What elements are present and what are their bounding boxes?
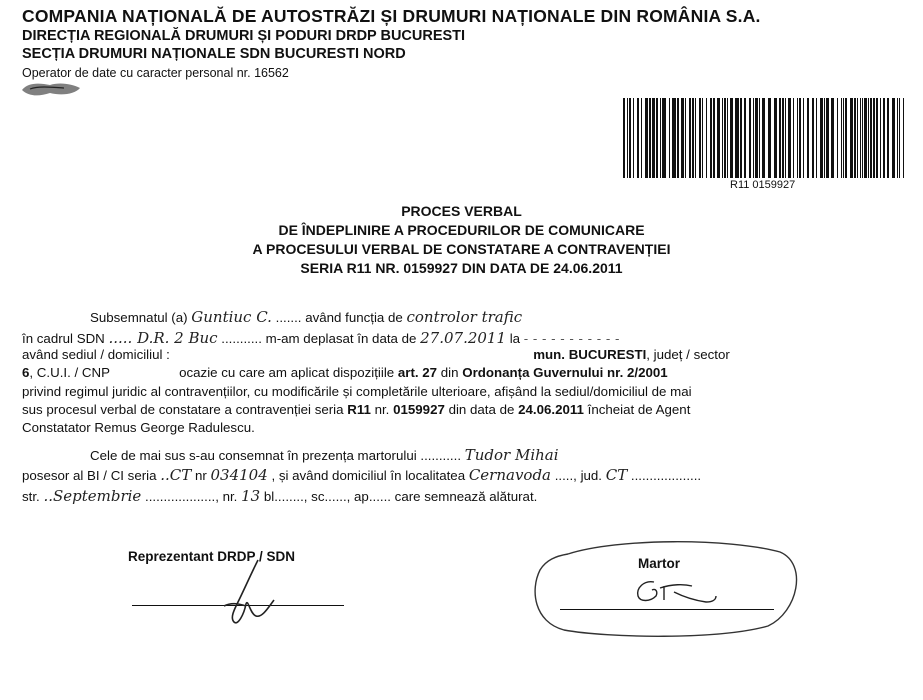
label-str: str.	[22, 489, 40, 504]
label-nr-bi: nr	[194, 468, 207, 483]
body-line-8	[90, 446, 559, 464]
label-sediul: având sediul / domiciliul :	[22, 347, 170, 362]
label-ocazie: ocazie cu care am aplicat dispozițiile	[179, 365, 395, 380]
dots-martor: ...........	[420, 448, 462, 463]
document-subtitle-2: A PROCESULUI VERBAL DE CONSTATARE A CONTRAVENȚIEI	[252, 241, 671, 257]
report-date: 24.06.2011	[518, 402, 584, 417]
road-section: SECȚIA DRUMURI NAȚIONALE SDN BUCURESTI NORD	[22, 46, 406, 62]
dots-jud: ...................	[630, 468, 702, 483]
handwritten-id-series: ..CT	[160, 466, 192, 484]
handwritten-sdn: ..... D.R. 2 Buc	[108, 329, 218, 347]
ink-smudge	[20, 80, 82, 98]
label-posesor: posesor al BI / CI seria	[22, 468, 157, 483]
barcode	[623, 98, 905, 180]
handwritten-agent-name: Guntiuc C.	[191, 308, 272, 326]
document-title: PROCES VERBAL	[401, 203, 522, 219]
label-jud: ....., jud.	[554, 468, 603, 483]
label-la: la	[509, 331, 521, 346]
handwritten-id-number: 034104	[210, 466, 268, 484]
handwritten-locality: Cernavoda	[468, 466, 551, 484]
representative-signature	[210, 558, 280, 628]
label-din: din	[440, 365, 459, 380]
witness-signature-line	[560, 609, 774, 610]
operator-note: Operator de date cu caracter personal nr. 16562	[22, 66, 289, 80]
label-nr-str: ..................., nr.	[145, 489, 238, 504]
series-code: R11	[347, 402, 371, 417]
body-line-3	[22, 347, 730, 362]
label-in-cadrul: în cadrul SDN	[22, 331, 105, 346]
label-subsemnatul: Subsemnatul (a)	[90, 310, 188, 325]
report-number: 0159927	[393, 402, 445, 417]
body-line-5: privind regimul juridic al contravențiilor, cu modificările și completările ulterioare, afișând la sediul/domiciliul de mai	[22, 384, 692, 399]
regional-direction: DIRECȚIA REGIONALĂ DRUMURI ȘI PODURI DRDP BUCURESTI	[22, 28, 466, 44]
handwritten-street: ..Septembrie	[43, 487, 142, 505]
body-line-4	[22, 365, 668, 380]
label-functia: ....... având funcția de	[275, 310, 403, 325]
body-line-9	[22, 466, 701, 484]
document-series: SERIA R11 NR. 0159927 DIN DATA DE 24.06.2011	[300, 260, 623, 276]
label-din-data: din data de	[448, 402, 515, 417]
handwritten-county: CT	[605, 466, 628, 484]
body-line-2	[22, 329, 620, 347]
label-cui: , C.U.I. / CNP	[29, 365, 110, 380]
document-subtitle-1: DE ÎNDEPLINIRE A PROCEDURILOR DE COMUNICARE	[278, 222, 645, 238]
city-bucuresti: mun. BUCURESTI	[533, 347, 647, 362]
handwritten-date: 27.07.2011	[420, 329, 507, 347]
sector-number: 6	[22, 365, 30, 380]
barcode-number: R11 0159927	[730, 179, 796, 191]
label-judet: , județ / sector	[646, 347, 730, 362]
handwritten-function: controlor trafic	[406, 308, 523, 326]
label-nr: nr.	[374, 402, 390, 417]
handwritten-witness-name: Tudor Mihai	[464, 446, 559, 464]
company-name: COMPANIA NAȚIONALĂ DE AUTOSTRĂZI ȘI DRUMURI NAȚIONALE DIN ROMÂNIA S.A.	[22, 6, 761, 26]
label-martor: Cele de mai sus s-au consemnat în prezența martorului	[90, 448, 417, 463]
handwritten-street-number: 13	[241, 487, 261, 505]
body-line-7: Constatator Remus George Radulescu.	[22, 420, 255, 435]
label-domiciliul: , și având domiciliul în localitatea	[271, 468, 466, 483]
body-line-1	[90, 308, 522, 326]
witness-signature	[632, 576, 718, 608]
redacted-address: - - - - - - - - - - -	[523, 331, 620, 346]
article-ref: art. 27	[397, 365, 438, 380]
label-incheiat: încheiat de Agent	[587, 402, 691, 417]
body-line-10	[22, 487, 537, 505]
label-seria: sus procesul verbal de constatare a contravenției seria	[22, 402, 344, 417]
label-bl-sc-ap: bl........, sc......, ap...... care semnează alăturat.	[263, 489, 538, 504]
label-deplasat: ........... m-am deplasat în data de	[221, 331, 417, 346]
ordinance-ref: Ordonanța Guvernului nr. 2/2001	[462, 365, 668, 380]
representative-title: Reprezentant DRDP / SDN	[128, 549, 296, 564]
witness-title: Martor	[638, 556, 681, 571]
body-line-6	[22, 402, 690, 417]
